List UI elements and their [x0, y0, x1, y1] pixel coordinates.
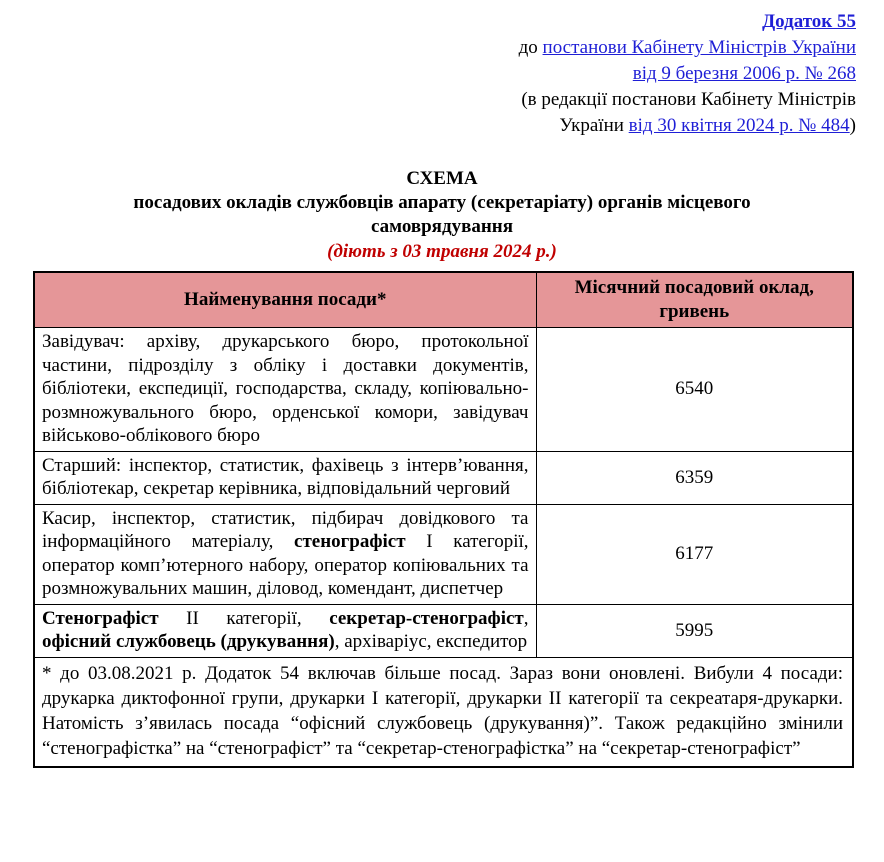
- text-segment: ІІ категорії,: [158, 607, 330, 629]
- salary-cell: 6540: [536, 328, 853, 452]
- effective-date-note: (діють з 03 травня 2024 р.): [327, 241, 557, 262]
- salary-cell: 6359: [536, 451, 853, 504]
- text-segment: ): [849, 115, 856, 136]
- document-references: [0, 0, 884, 139]
- table-row: [34, 504, 853, 604]
- reference-link[interactable]: Додаток 55: [762, 11, 856, 32]
- document-subtitle: посадових окладів службовців апарату (секретаріату) органів місцевого самоврядування: [133, 192, 751, 237]
- position-cell: [34, 328, 536, 452]
- text-segment: офісний службовець (друкування): [42, 631, 335, 652]
- text-segment: Старший: інспектор, статистик, фахівець з інтерв’ювання, бібліотекар, секретар керівника, відповідальний черговий: [42, 454, 529, 499]
- table-row: [34, 328, 853, 452]
- reference-link[interactable]: постанови Кабінету Міністрів України: [542, 37, 856, 58]
- reference-line: [0, 113, 856, 139]
- text-segment: Стенографіст: [42, 607, 159, 629]
- salary-cell: 6177: [536, 504, 853, 604]
- table-row: [34, 451, 853, 504]
- salary-table-body: [34, 328, 853, 767]
- position-cell: [34, 451, 536, 504]
- text-segment: стенографіст: [294, 531, 406, 552]
- text-segment: І категорії, оператор комп’ютерного набору, оператор копіювальних та розмножувальних машин, діловод, комендант, диспетчер: [42, 531, 529, 599]
- reference-link[interactable]: від 9 березня 2006 р. № 268: [632, 63, 856, 84]
- position-cell: [34, 604, 536, 657]
- reference-line: [0, 87, 856, 113]
- table-header-row: [34, 272, 853, 328]
- document-title: СХЕМА: [406, 168, 478, 189]
- column-header-salary: Місячний посадовий оклад, гривень: [536, 272, 853, 328]
- text-segment: ,: [523, 607, 529, 629]
- salary-cell: 5995: [536, 604, 853, 657]
- text-segment: України: [559, 115, 629, 136]
- text-segment: * до 03.08.2021 р. Додаток 54 включав більше посад. Зараз вони оновлені. Вибули 4 посади: друкарка диктофонної групи, друкарки І категорії, друкарки ІІ категорії та секреатаря-друкарки. Натомість з’явилась посада “офісний службовець (друкування)”. Також редакційно змінили “стенографістка” на “стенографіст” та “секретар-стенографістка” на “секретар-стенографіст”: [42, 662, 843, 759]
- text-segment: Касир, інспектор, статистик, підбирач довідкового та інформаційного матеріалу,: [42, 507, 529, 552]
- salary-table: [33, 271, 854, 768]
- reference-line: [0, 9, 856, 35]
- column-header-position: Найменування посади*: [34, 272, 536, 328]
- text-segment: до: [518, 37, 543, 58]
- footnote-cell: [34, 657, 853, 767]
- reference-line: [0, 61, 856, 87]
- text-segment: (в редакції постанови Кабінету Міністрів: [521, 89, 856, 110]
- reference-line: [0, 35, 856, 61]
- text-segment: секретар-стенографіст: [329, 607, 524, 629]
- table-row: [34, 604, 853, 657]
- text-segment: Завідувач: архіву, друкарського бюро, протокольної частини, підрозділу з обліку і доставки документів, бібліотеки, експедиції, господарства, складу, копіювально-розмножувального бюро, орденської комори, завідувач військово-облікового бюро: [42, 331, 529, 446]
- position-cell: [34, 504, 536, 604]
- title-block: [0, 166, 884, 264]
- text-segment: , архіваріус, експедитор: [334, 631, 528, 652]
- footnote-row: [34, 657, 853, 767]
- reference-link[interactable]: від 30 квітня 2024 р. № 484: [628, 115, 850, 136]
